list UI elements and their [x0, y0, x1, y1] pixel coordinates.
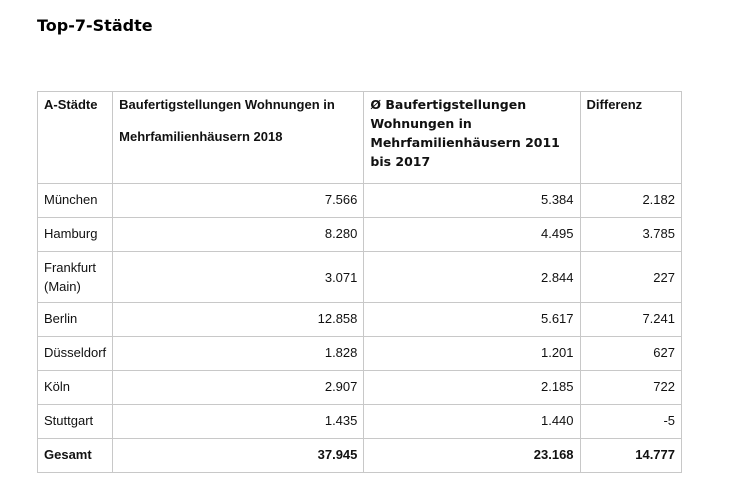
cell-total-label: Gesamt — [38, 439, 113, 473]
cell-city: Frankfurt (Main) — [38, 252, 113, 303]
page-title: Top-7-Städte — [37, 16, 153, 35]
cell-completions-2018: 1.828 — [113, 337, 364, 371]
cell-difference: 627 — [580, 337, 681, 371]
cell-avg-2011-2017: 5.384 — [364, 184, 580, 218]
cell-total-completions-2018: 37.945 — [113, 439, 364, 473]
table-row — [38, 303, 682, 337]
cell-avg-2011-2017: 1.201 — [364, 337, 580, 371]
cell-completions-2018: 7.566 — [113, 184, 364, 218]
cell-difference: 227 — [580, 252, 681, 303]
table-row — [38, 184, 682, 218]
table-row — [38, 218, 682, 252]
cell-city: Düsseldorf — [38, 337, 113, 371]
cell-difference: 7.241 — [580, 303, 681, 337]
cell-city: Berlin — [38, 303, 113, 337]
table-row — [38, 337, 682, 371]
cell-avg-2011-2017: 2.185 — [364, 371, 580, 405]
table-row — [38, 371, 682, 405]
cell-city: Stuttgart — [38, 405, 113, 439]
table-row — [38, 405, 682, 439]
cell-difference: 722 — [580, 371, 681, 405]
table-total-row — [38, 439, 682, 473]
header-completions-2018-line1: Baufertigstellungen Wohnungen in — [119, 97, 335, 112]
cell-city: München — [38, 184, 113, 218]
cell-total-avg-2011-2017: 23.168 — [364, 439, 580, 473]
cell-completions-2018: 1.435 — [113, 405, 364, 439]
cell-avg-2011-2017: 2.844 — [364, 252, 580, 303]
table-header-row — [38, 92, 682, 184]
cell-total-difference: 14.777 — [580, 439, 681, 473]
header-completions-2018 — [113, 92, 364, 184]
cell-completions-2018: 12.858 — [113, 303, 364, 337]
cell-avg-2011-2017: 4.495 — [364, 218, 580, 252]
cell-difference: 2.182 — [580, 184, 681, 218]
cell-city: Köln — [38, 371, 113, 405]
cell-city: Hamburg — [38, 218, 113, 252]
cell-avg-2011-2017: 1.440 — [364, 405, 580, 439]
table-row — [38, 252, 682, 303]
cell-completions-2018: 3.071 — [113, 252, 364, 303]
cell-difference: 3.785 — [580, 218, 681, 252]
header-completions-2018-line2: Mehrfamilienhäusern 2018 — [119, 129, 283, 144]
cell-completions-2018: 2.907 — [113, 371, 364, 405]
header-difference: Differenz — [580, 92, 681, 184]
cell-difference: -5 — [580, 405, 681, 439]
header-avg-2011-2017: Ø Baufertigstellungen Wohnungen in Mehrfamilienhäusern 2011 bis 2017 — [364, 92, 580, 184]
header-city: A-Städte — [38, 92, 113, 184]
city-completions-table — [37, 91, 682, 473]
cell-completions-2018: 8.280 — [113, 218, 364, 252]
cell-avg-2011-2017: 5.617 — [364, 303, 580, 337]
